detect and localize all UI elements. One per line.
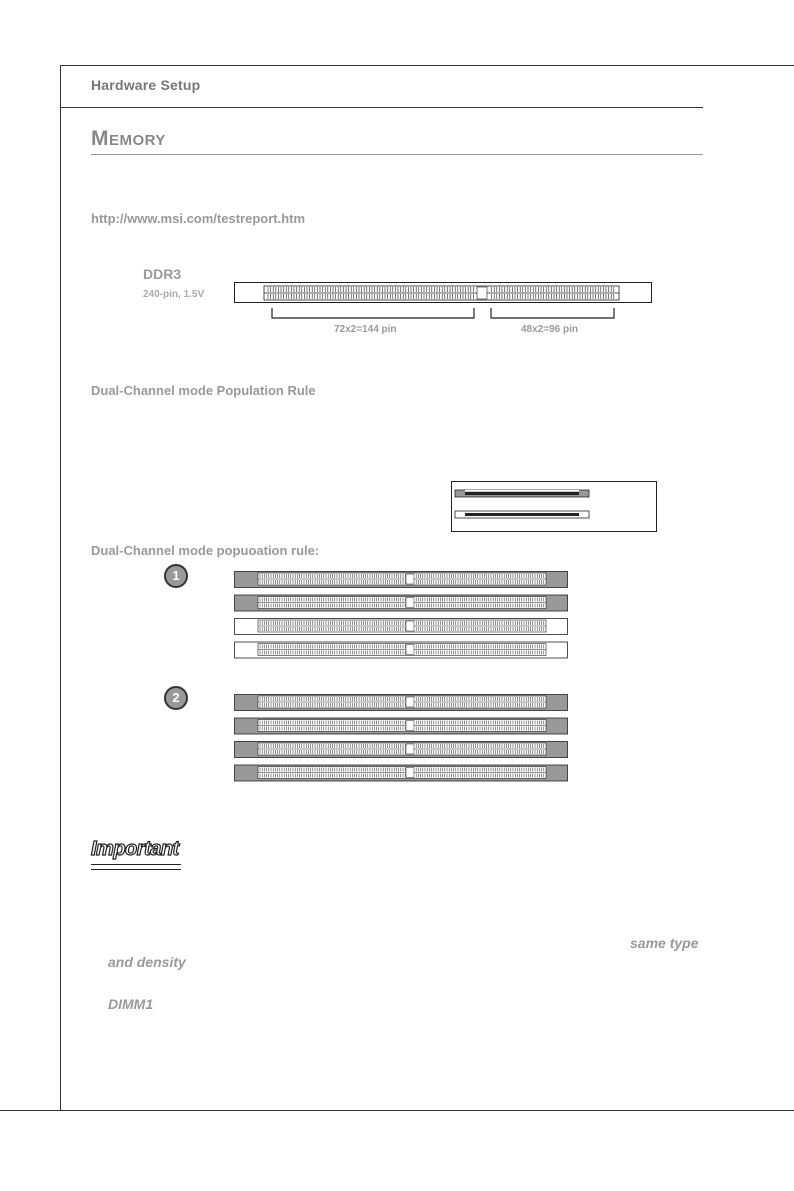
rule-1-slot-1 bbox=[235, 572, 568, 588]
legend-slot-filled bbox=[455, 490, 589, 497]
pins-left-label: 72x2=144 pin bbox=[334, 324, 397, 335]
header-rule bbox=[60, 107, 703, 108]
note-same-type: same type bbox=[630, 935, 699, 951]
important-heading: Important bbox=[91, 838, 179, 860]
rule-2-slot-3 bbox=[235, 742, 568, 758]
rule-1-slot-3 bbox=[235, 619, 568, 635]
rule-2-slots bbox=[234, 694, 574, 784]
important-underline-1 bbox=[91, 864, 181, 865]
population-rule-subheading: Dual-Channel mode popuoation rule: bbox=[91, 543, 320, 558]
rule-1-slot-4 bbox=[235, 642, 568, 658]
rule-1-slots bbox=[234, 571, 574, 661]
note-dimm1: DIMM1 bbox=[108, 996, 154, 1012]
ddr3-module-diagram bbox=[234, 282, 654, 342]
header-section-title: Hardware Setup bbox=[91, 77, 201, 93]
pins-right-label: 48x2=96 pin bbox=[521, 324, 578, 335]
page-top-rule bbox=[60, 65, 794, 66]
legend-slot-empty bbox=[455, 511, 589, 518]
page-left-rule bbox=[60, 65, 61, 1110]
page-title bbox=[91, 127, 166, 151]
important-underline-2 bbox=[91, 869, 181, 870]
rule-2-slot-2 bbox=[235, 718, 568, 734]
rule-2-slot-4 bbox=[235, 765, 568, 781]
test-report-link[interactable]: http://www.msi.com/testreport.htm bbox=[91, 211, 306, 226]
title-underline bbox=[91, 154, 703, 155]
ddr3-label: DDR3 bbox=[143, 266, 182, 282]
rule-2-slot-1 bbox=[235, 695, 568, 711]
population-rule-heading: Dual-Channel mode Population Rule bbox=[91, 383, 316, 398]
step-1-badge: 1 bbox=[164, 564, 188, 588]
page-bottom-rule bbox=[0, 1110, 794, 1111]
page-title-text: Memory bbox=[91, 127, 166, 150]
step-2-badge: 2 bbox=[164, 686, 188, 710]
slot-legend bbox=[451, 481, 661, 536]
ddr3-spec: 240-pin, 1.5V bbox=[143, 289, 205, 300]
rule-1-slot-2 bbox=[235, 595, 568, 611]
note-and-density: and density bbox=[108, 954, 186, 970]
